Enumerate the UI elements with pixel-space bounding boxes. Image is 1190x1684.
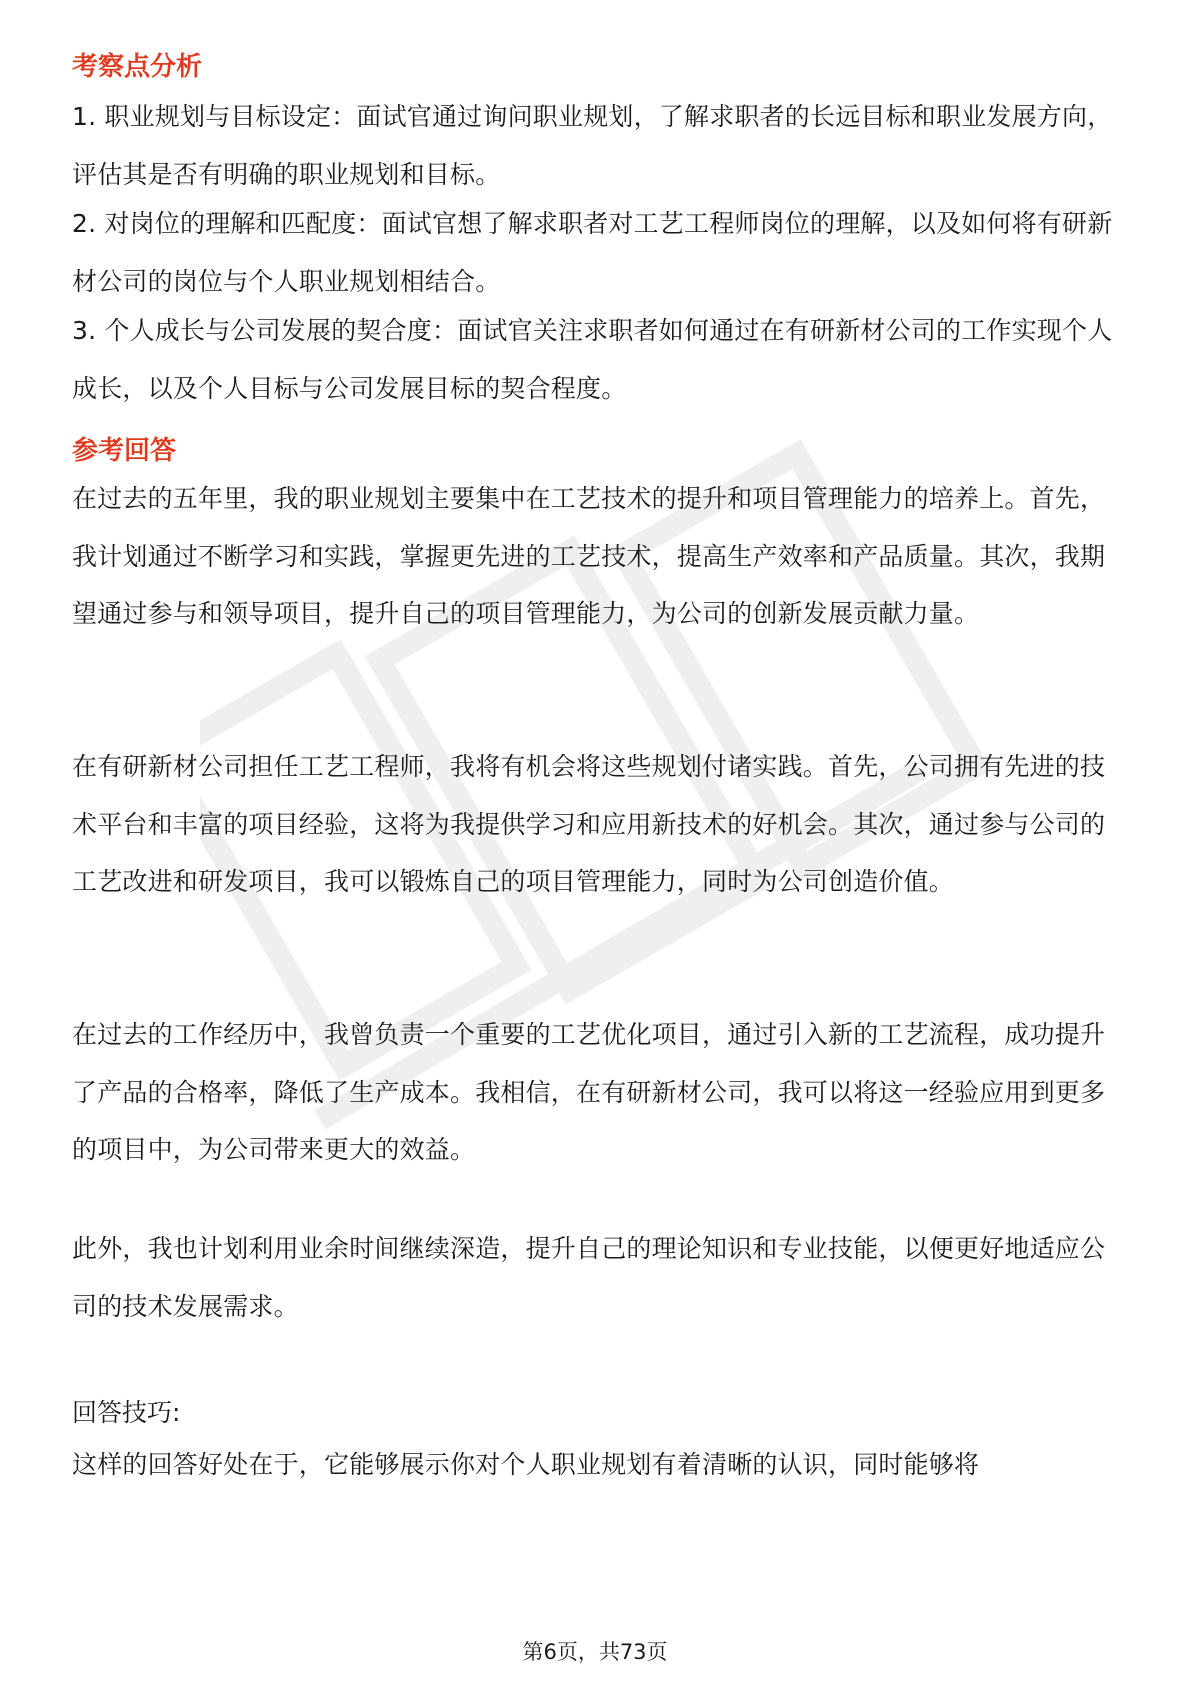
- answer-paragraph-1: 在过去的五年里，我的职业规划主要集中在工艺技术的提升和项目管理能力的培养上。首先，我计划通过不断学习和实践，掌握更先进的工艺技术，提高生产效率和产品质量。其次，我期望通过参与和领导项目，提升自己的项目管理能力，为公司的创新发展贡献力量。: [72, 484, 1106, 628]
- tips-text: 这样的回答好处在于，它能够展示你对个人职业规划有着清晰的认识，同时能够将: [72, 1450, 980, 1479]
- answer-paragraph-4: 此外，我也计划利用业余时间继续深造，提升自己的理论知识和专业技能，以便更好地适应公司的技术发展需求。: [72, 1234, 1106, 1321]
- answer-heading: 参考回答: [72, 436, 177, 466]
- analysis-item-1: 1. 职业规划与目标设定：面试官通过询问职业规划，了解求职者的长远目标和职业发展方向，评估其是否有明确的职业规划和目标。: [72, 102, 1113, 189]
- analysis-item-3: 3. 个人成长与公司发展的契合度：面试官关注求职者如何通过在有研新材公司的工作实现个人成长，以及个人目标与公司发展目标的契合程度。: [72, 316, 1113, 403]
- tips-label: 回答技巧:: [72, 1398, 181, 1427]
- analysis-heading: 考察点分析: [72, 52, 203, 82]
- answer-paragraph-3: 在过去的工作经历中，我曾负责一个重要的工艺优化项目，通过引入新的工艺流程，成功提升了产品的合格率，降低了生产成本。我相信，在有研新材公司，我可以将这一经验应用到更多的项目中，为公司带来更大的效益。: [72, 1020, 1106, 1164]
- answer-paragraph-2: 在有研新材公司担任工艺工程师，我将有机会将这些规划付诸实践。首先，公司拥有先进的技术平台和丰富的项目经验，这将为我提供学习和应用新技术的好机会。其次，通过参与公司的工艺改进和研发项目，我可以锻炼自己的项目管理能力，同时为公司创造价值。: [72, 752, 1106, 896]
- page-number: 第6页，共73页: [522, 1640, 668, 1664]
- analysis-item-2: 2. 对岗位的理解和匹配度：面试官想了解求职者对工艺工程师岗位的理解，以及如何将有研新材公司的岗位与个人职业规划相结合。: [72, 209, 1113, 296]
